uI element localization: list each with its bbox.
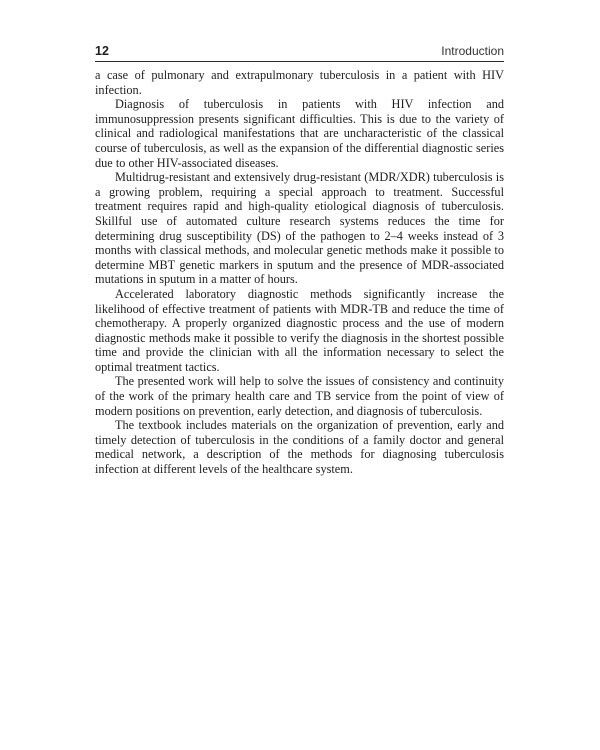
body-text: [95, 68, 504, 477]
paragraph-presented-work: The presented work will help to solve the issues of consistency and continuity of the work of the primary health care and TB service from the point of view of modern positions on prevention, early detection, and diagnosis of tuberculosis.: [95, 374, 504, 418]
page-header: [95, 43, 504, 62]
paragraph-hiv-diagnosis: Diagnosis of tuberculosis in patients with HIV infection and immunosuppression presents significant difficulties. This is due to the variety of clinical and radiological manifestations that are uncharacteristic of the classical course of tuberculosis, as well as the expansion of the differential diagnostic series due to other HIV-associated diseases.: [95, 97, 504, 170]
paragraph-accelerated-methods: Accelerated laboratory diagnostic methods significantly increase the likelihood of effective treatment of patients with MDR-TB and reduce the time of chemotherapy. A properly organized diagnostic process and the use of modern diagnostic methods make it possible to verify the diagnosis in the shortest possible time and provide the clinician with all the information necessary to select the optimal treatment tactics.: [95, 286, 504, 374]
paragraph-continuation: a case of pulmonary and extrapulmonary tuberculosis in a patient with HIV infection.: [95, 68, 504, 97]
paragraph-mdr-xdr: Multidrug-resistant and extensively drug-resistant (MDR/XDR) tuberculosis is a growing problem, requiring a special approach to treatment. Successful treatment requires rapid and high-quality etiological diagnosis of tuberculosis. Skillful use of automated culture research systems reduces the time for determining drug susceptibility (DS) of the pathogen to 2–4 weeks instead of 3 months with classical methods, and molecular genetic methods make it possible to determine MBT genetic markers in sputum and the presence of MDR-associated mutations in sputum in a matter of hours.: [95, 170, 504, 287]
paragraph-textbook-contents: The textbook includes materials on the organization of prevention, early and timely detection of tuberculosis in the conditions of a family doctor and general medical network, a description of the methods for diagnosing tuberculosis infection at different levels of the healthcare system.: [95, 418, 504, 477]
running-head: Introduction: [441, 44, 504, 58]
page-number: 12: [95, 44, 109, 58]
